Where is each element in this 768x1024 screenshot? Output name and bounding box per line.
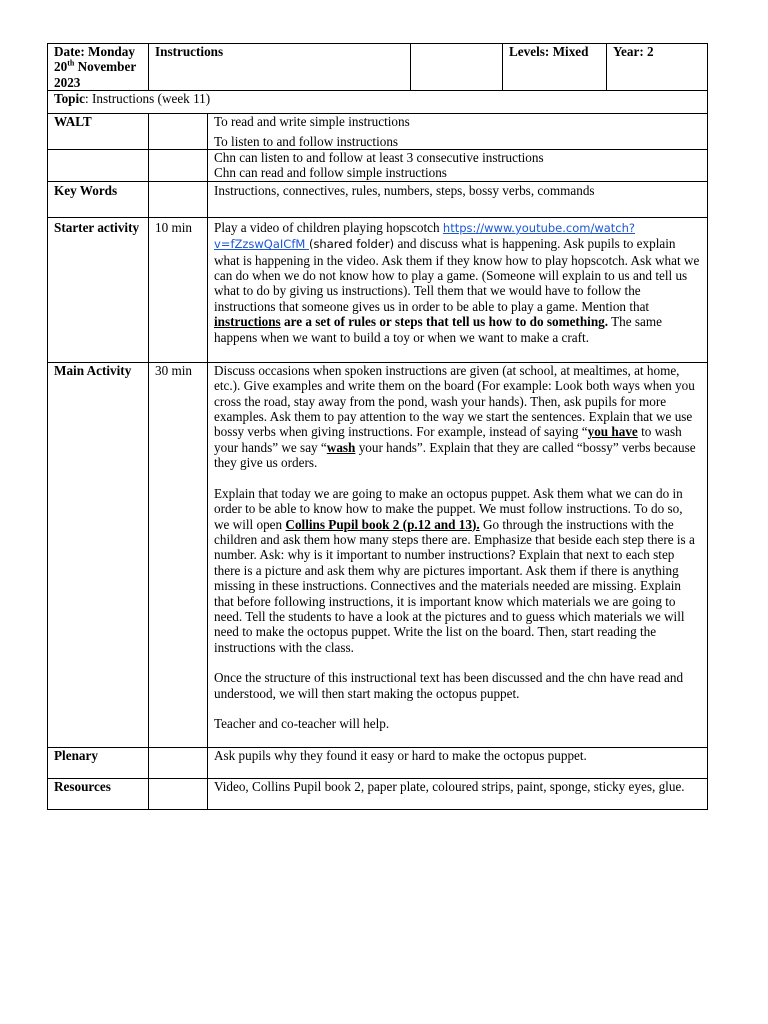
outcomes-time — [149, 150, 208, 182]
date-rest: November 2023 — [54, 59, 136, 90]
lesson-plan — [47, 43, 707, 810]
walt-row — [48, 114, 708, 150]
keywords-label: Key Words — [48, 181, 149, 217]
main-activity-row — [48, 362, 708, 747]
main-label: Main Activity — [48, 362, 149, 747]
walt-label: WALT — [48, 114, 149, 150]
topic-value: : Instructions (week 11) — [85, 91, 211, 107]
subject: Instructions — [155, 44, 224, 59]
keywords-time — [149, 181, 208, 217]
topic-label: Topic — [54, 91, 86, 107]
year-cell — [607, 44, 708, 91]
topic-cell — [48, 91, 708, 114]
starter-text3: The same happens when we want to build a toy or when we want to make a craft. — [214, 314, 663, 345]
starter-label: Starter activity — [48, 217, 149, 362]
levels: Levels: Mixed — [509, 44, 589, 59]
keywords-row — [48, 181, 708, 217]
main-paragraph-1 — [214, 363, 701, 471]
main-text: Go through the instructions with the children and ask them how many steps there are. Emphasize that beside each step there is a number. Ask: why is it important to number instructions? Explain that next to each step there is a picture and ask them why are pictures important. Ask them if there is anything missing in these instructions. Connectives and the materials needed are missing. Explain that before following instructions, it is important know which materials we are going to need. Tell the students to have a look at the pictures and to guess which materials we will need to make the octopus puppet. Write the list on the board. Then, start reading the instructions with the class. — [214, 516, 695, 655]
shared-folder-note: (shared folder) — [308, 237, 395, 252]
lesson-plan-table — [47, 43, 708, 810]
you-have-emphasis: you have — [587, 424, 638, 440]
walt-time — [149, 114, 208, 150]
starter-time: 10 min — [149, 217, 208, 362]
main-text: your hands”. Explain that they are called “bossy” verbs because they give us orders. — [214, 439, 696, 471]
main-paragraph-2 — [214, 486, 701, 655]
walt-content — [208, 114, 708, 150]
outcome-line: Chn can listen to and follow at least 3 consecutive instructions — [214, 150, 544, 166]
main-paragraph-4: Teacher and co-teacher will help. — [214, 715, 390, 731]
date-suffix: th — [67, 59, 75, 69]
main-paragraph-3: Once the structure of this instructional text has been discussed and the chn have read and understood, we will then start making the octopus puppet. — [214, 670, 684, 701]
resources-row — [48, 778, 708, 809]
resources-content: Video, Collins Pupil book 2, paper plate, coloured strips, paint, sponge, sticky eyes, glue. — [208, 778, 708, 809]
blank-cell — [411, 44, 503, 91]
walt-line: To listen to and follow instructions — [214, 133, 399, 149]
resources-label: Resources — [48, 778, 149, 809]
date-cell — [48, 44, 149, 91]
definition-bold: are a set of rules or steps that tell us how to do something. — [280, 314, 609, 330]
header-row — [48, 44, 708, 91]
starter-text2: and discuss what is happening. Ask pupils to explain what is happening in the video. Ask them if they know how to play hopscotch. Ask what we can do when we do not know how to play a game. (Someone will explain to us and tell us what to do by giving us instructions). Tell them that we would have to follow the instructions that someone gives us in order to be able to play a game. Mention that — [214, 236, 700, 314]
plenary-row — [48, 747, 708, 778]
plenary-label: Plenary — [48, 747, 149, 778]
levels-cell — [503, 44, 607, 91]
date-day: 20 — [54, 59, 68, 75]
main-text: Explain that today we are going to make an octopus puppet. Ask them what we can do in order to be able to know how to make the puppet. We must follow instructions. To do so, we will open — [214, 485, 683, 532]
main-text: Discuss occasions when spoken instructions are given (at school, at mealtimes, at home, etc.). Give examples and write them on the board (For example: Look both ways when you cross the road, stay away from the pond, wash your hands). Then, ask pupils for more examples. Ask them to pay attention to the way we start the sentences. Explain that we use bossy verbs when giving instructions. For example, instead of saying “ — [214, 362, 695, 440]
starter-row — [48, 217, 708, 362]
main-content — [208, 362, 708, 747]
plenary-time — [149, 747, 208, 778]
starter-text1: Play a video of children playing hopscotch — [214, 219, 443, 235]
video-link[interactable]: https://www.youtube.com/watch?v=fZzswQaICfM — [214, 220, 636, 252]
resources-time — [149, 778, 208, 809]
walt-line: To read and write simple instructions — [214, 114, 410, 130]
wash-emphasis: wash — [326, 439, 356, 455]
outcomes-content — [208, 150, 708, 182]
keywords-content: Instructions, connectives, rules, numbers, steps, bossy verbs, commands — [208, 181, 708, 217]
subject-cell — [149, 44, 411, 91]
outcome-line: Chn can read and follow simple instructions — [214, 165, 447, 181]
year: Year: 2 — [613, 44, 654, 59]
main-text: to wash your hands” we say “ — [214, 424, 682, 455]
outcomes-label — [48, 150, 149, 182]
starter-content — [208, 217, 708, 362]
main-time: 30 min — [149, 362, 208, 747]
instructions-keyword: instructions — [214, 314, 281, 330]
topic-row — [48, 91, 708, 114]
outcomes-row — [48, 150, 708, 182]
date-line1: Date: Monday — [54, 44, 135, 59]
book-reference: Collins Pupil book 2 (p.12 and 13). — [285, 516, 480, 532]
plenary-content: Ask pupils why they found it easy or hard to make the octopus puppet. — [208, 747, 708, 778]
